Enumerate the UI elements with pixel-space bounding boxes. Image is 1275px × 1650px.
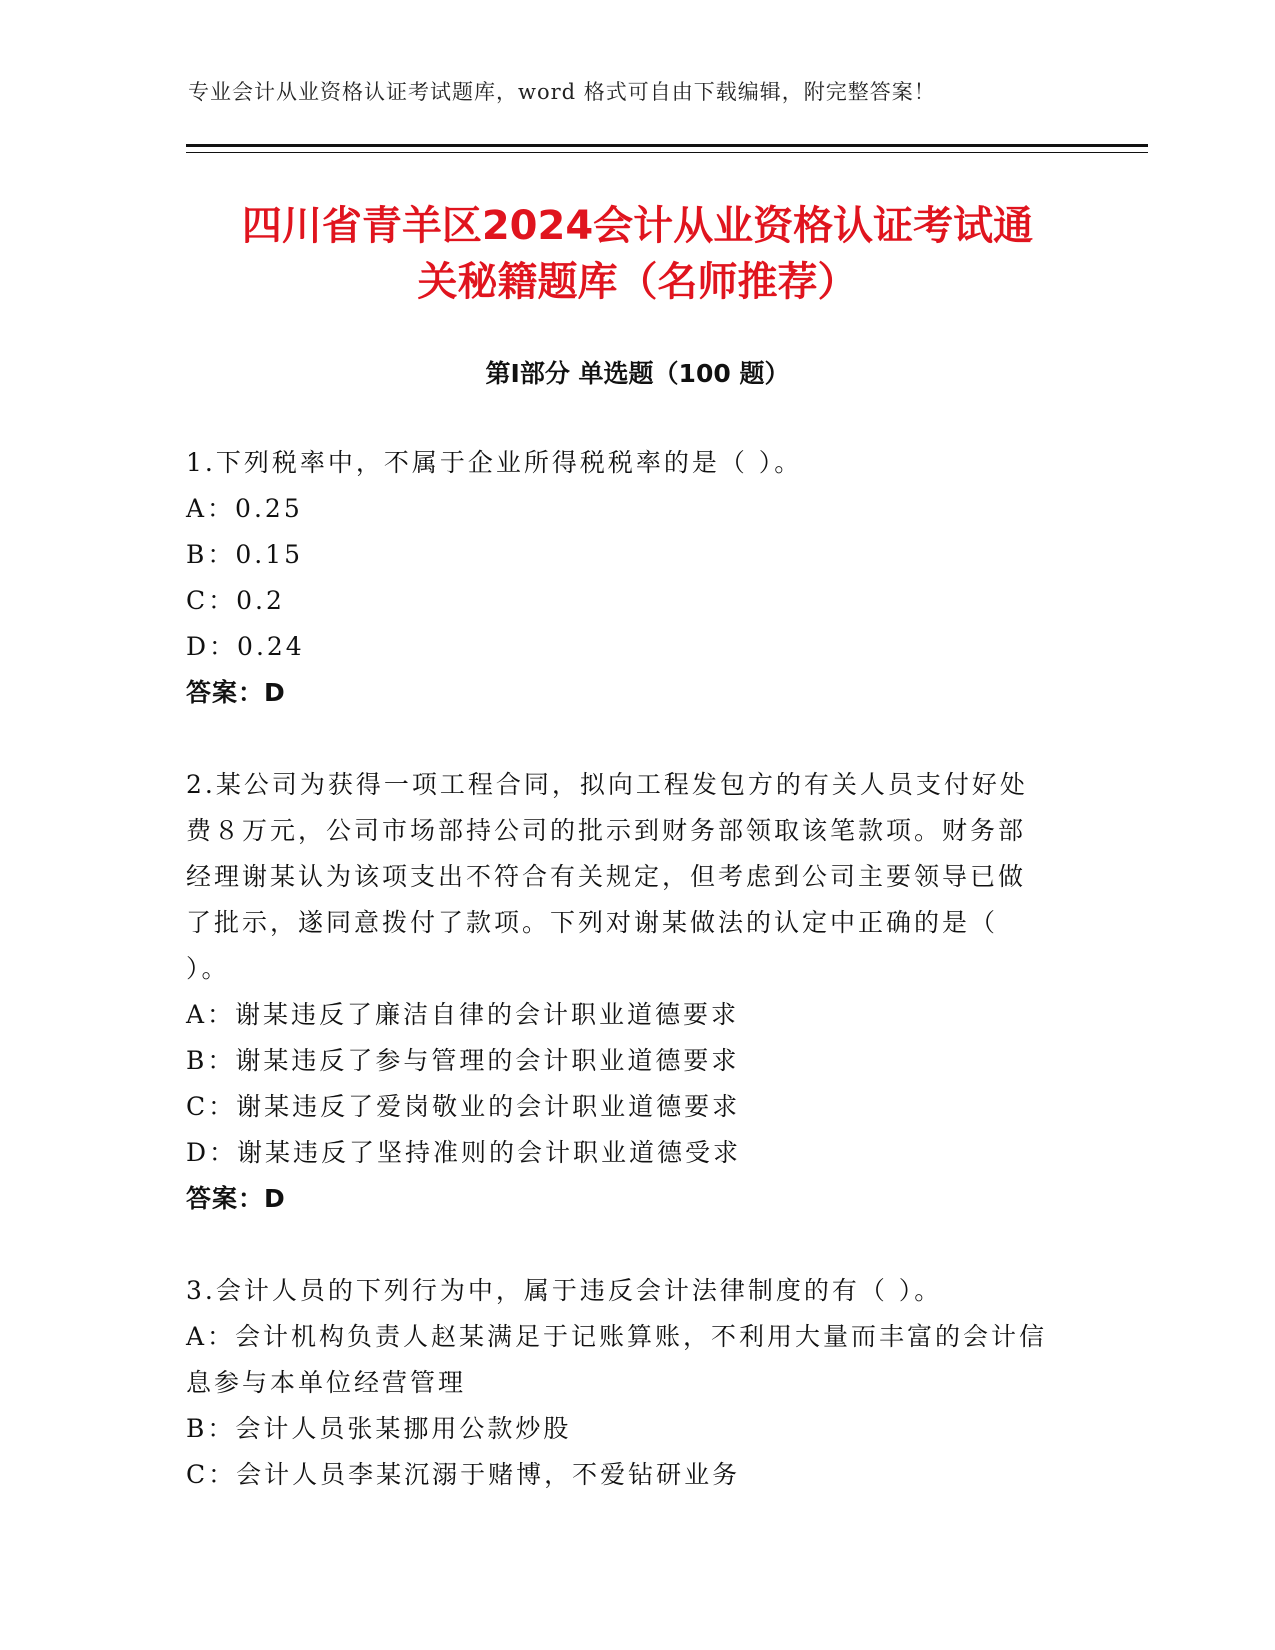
question-stem-line: 1.下列税率中，不属于企业所得税税率的是（ ）。 (186, 448, 803, 477)
question-stem-line: 费８万元，公司市场部持公司的批示到财务部领取该笔款项。财务部 (186, 816, 1027, 845)
option-line: A：谢某违反了廉洁自律的会计职业道德要求 (186, 1000, 740, 1029)
document-title (150, 198, 1125, 310)
header-rule-thin (186, 152, 1148, 153)
option-line: C：0.2 (186, 586, 285, 615)
header-rule-thick (186, 144, 1148, 147)
option-line: B：谢某违反了参与管理的会计职业道德要求 (186, 1046, 740, 1075)
option-line: C：会计人员李某沉溺于赌博，不爱钻研业务 (186, 1460, 741, 1489)
header-note: 专业会计从业资格认证考试题库，word 格式可自由下载编辑，附完整答案！ (188, 80, 936, 104)
option-line: C：谢某违反了爱岗敬业的会计职业道德要求 (186, 1092, 741, 1121)
answer-line: 答案：D (186, 1184, 286, 1213)
question-list (186, 440, 1066, 1544)
title-line-2: 关秘籍题库（名师推荐） (417, 259, 858, 305)
option-line: B：会计人员张某挪用公款炒股 (186, 1414, 572, 1443)
question-stem-line: 了批示，遂同意拨付了款项。下列对谢某做法的认定中正确的是（ (186, 908, 999, 937)
option-line: A：会计机构负责人赵某满足于记账算账，不利用大量而丰富的会计信 (186, 1322, 1048, 1351)
option-line: D：0.24 (186, 632, 305, 661)
question-block (186, 762, 1066, 1222)
option-line: D：谢某违反了坚持准则的会计职业道德受求 (186, 1138, 742, 1167)
question-block (186, 440, 1066, 716)
option-line: A：0.25 (186, 494, 303, 523)
option-line: B：0.15 (186, 540, 304, 569)
question-block (186, 1268, 1066, 1498)
question-stem-line: 2.某公司为获得一项工程合同，拟向工程发包方的有关人员支付好处 (186, 770, 1028, 799)
question-stem-line: 经理谢某认为该项支出不符合有关规定，但考虑到公司主要领导已做 (186, 862, 1027, 891)
question-stem-line: 3.会计人员的下列行为中，属于违反会计法律制度的有（ ）。 (186, 1276, 943, 1305)
section-title: 第Ⅰ部分 单选题（100 题） (485, 359, 790, 388)
title-line-1: 四川省青羊区2024会计从业资格认证考试通 (241, 203, 1034, 249)
question-stem-line: ）。 (186, 954, 230, 983)
option-line: 息参与本单位经营管理 (186, 1368, 467, 1397)
answer-line: 答案：D (186, 678, 286, 707)
